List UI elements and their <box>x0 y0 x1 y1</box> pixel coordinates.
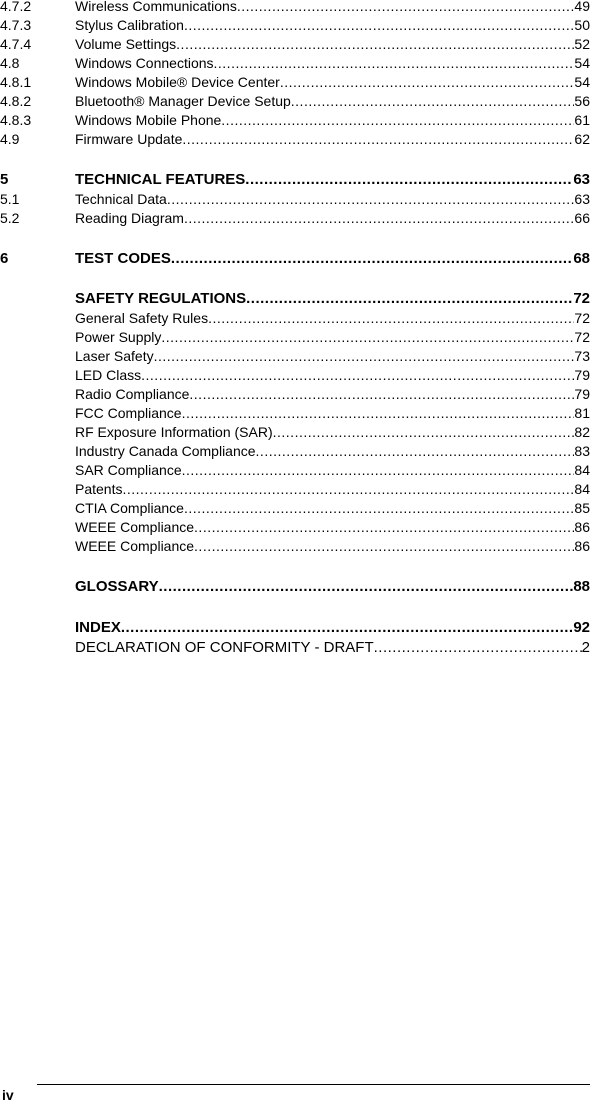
toc-entry-title: Firmware Update <box>75 131 183 147</box>
footer-page-number: iv <box>2 1087 14 1103</box>
toc-leader-dots <box>194 537 574 556</box>
toc-row <box>0 170 590 189</box>
toc-entry-title: Industry Canada Compliance <box>75 443 256 459</box>
toc-page-number: 84 <box>574 481 590 497</box>
toc-page-number: 84 <box>574 462 590 478</box>
toc-entry <box>75 442 590 461</box>
toc-leader-dots <box>159 577 574 596</box>
toc-section-number: 4.7.2 <box>0 0 32 14</box>
toc-section-number: 5.1 <box>0 191 20 207</box>
toc-entry <box>75 499 590 518</box>
toc-entry <box>75 73 590 92</box>
toc-entry-title: GLOSSARY <box>75 578 159 595</box>
toc-entry-title: Reading Diagram <box>75 210 184 226</box>
toc-row <box>0 54 590 73</box>
toc-row <box>0 461 590 480</box>
toc-entry <box>75 328 590 347</box>
toc-entry-title: General Safety Rules <box>75 310 209 326</box>
toc-row <box>0 638 590 657</box>
toc-page-number: 63 <box>573 171 590 188</box>
toc-entry <box>75 16 590 35</box>
toc-entry-title: LED Class <box>75 367 142 383</box>
toc-entry-title: RF Exposure Information (SAR) <box>75 424 273 440</box>
toc-leader-dots <box>245 170 573 189</box>
toc-entry <box>75 480 590 499</box>
toc-entry-title: TECHNICAL FEATURES <box>75 171 246 188</box>
toc-leader-dots <box>214 54 575 73</box>
toc-page-number: 54 <box>574 55 590 71</box>
toc-page-number: 63 <box>574 191 590 207</box>
toc-entry-title: Laser Safety <box>75 348 154 364</box>
toc-entry-title: CTIA Compliance <box>75 500 184 516</box>
toc-row <box>0 423 590 442</box>
toc-entry <box>75 190 590 209</box>
toc-entry <box>75 577 590 596</box>
toc-entry-title: Technical Data <box>75 191 167 207</box>
toc-page-number: 72 <box>574 329 590 345</box>
toc-entry-title: Radio Compliance <box>75 386 190 402</box>
toc-leader-dots <box>154 347 575 366</box>
toc-page-number: 54 <box>574 74 590 90</box>
toc-row <box>0 130 590 149</box>
toc-entry <box>75 170 590 189</box>
toc-entry <box>75 618 590 637</box>
toc-leader-dots <box>237 0 575 16</box>
toc-leader-dots <box>171 249 573 268</box>
toc-entry-title: Volume Settings <box>75 36 177 52</box>
toc-row <box>0 480 590 499</box>
toc-entry <box>75 111 590 130</box>
toc-row <box>0 537 590 556</box>
toc-leader-dots <box>122 480 574 499</box>
toc-leader-dots <box>121 618 573 637</box>
toc-entry <box>75 289 590 308</box>
toc-entry-title: Bluetooth® Manager Device Setup <box>75 93 291 109</box>
toc-row <box>0 209 590 228</box>
toc-leader-dots <box>246 289 573 308</box>
toc-section-number: 4.7.4 <box>0 36 32 52</box>
toc-page-number: 50 <box>574 17 590 33</box>
toc-page-number: 49 <box>574 0 590 14</box>
toc-leader-dots <box>374 638 582 657</box>
toc-entry-title: FCC Compliance <box>75 405 182 421</box>
toc-row <box>0 328 590 347</box>
toc-page-number: 61 <box>574 112 590 128</box>
toc-leader-dots <box>176 35 574 54</box>
toc-entry-title: Wireless Communications <box>75 0 237 14</box>
toc-entry-title: Patents <box>75 481 123 497</box>
toc-leader-dots <box>141 366 574 385</box>
toc-entry <box>75 54 590 73</box>
toc-section-number: 6 <box>0 250 9 267</box>
toc-row <box>0 366 590 385</box>
toc-row <box>0 518 590 537</box>
toc-row <box>0 442 590 461</box>
toc-entry <box>75 638 590 657</box>
toc-section-number: 4.8 <box>0 55 20 71</box>
toc-leader-dots <box>221 111 574 130</box>
toc-entry <box>75 404 590 423</box>
toc-entry <box>75 423 590 442</box>
toc-entry <box>75 130 590 149</box>
toc-entry <box>75 309 590 328</box>
toc-page-number: 66 <box>574 210 590 226</box>
toc-page-number: 86 <box>574 538 590 554</box>
toc-leader-dots <box>256 442 575 461</box>
toc-row <box>0 499 590 518</box>
toc-entry <box>75 209 590 228</box>
toc-entry-title: SAFETY REGULATIONS <box>75 290 247 307</box>
toc-leader-dots <box>184 16 574 35</box>
toc-page-number: 79 <box>574 386 590 402</box>
toc-entry-title: WEEE Compliance <box>75 538 195 554</box>
toc-section-number: 5.2 <box>0 210 20 226</box>
toc-row <box>0 249 590 268</box>
toc-entry-title: WEEE Compliance <box>75 519 195 535</box>
toc-entry <box>75 92 590 111</box>
toc-leader-dots <box>182 404 575 423</box>
toc-section-number: 4.8.1 <box>0 74 32 90</box>
toc-page-number: 62 <box>574 131 590 147</box>
toc-leader-dots <box>273 423 575 442</box>
toc-section-number: 4.8.2 <box>0 93 32 109</box>
toc-row <box>0 347 590 366</box>
toc-row <box>0 0 590 16</box>
toc-entry-title: INDEX <box>75 619 121 636</box>
toc-page-number: 68 <box>573 250 590 267</box>
toc-leader-dots <box>182 130 574 149</box>
toc-entry-title: DECLARATION OF CONFORMITY - DRAFT <box>75 639 374 656</box>
toc-page-number: 72 <box>573 290 590 307</box>
toc-leader-dots <box>184 209 574 228</box>
toc-row <box>0 92 590 111</box>
toc-section-number: 4.7.3 <box>0 17 32 33</box>
toc-leader-dots <box>161 328 574 347</box>
toc-row <box>0 385 590 404</box>
toc-entry-title: Windows Mobile Phone <box>75 112 222 128</box>
toc-page-number: 72 <box>574 310 590 326</box>
toc-row <box>0 618 590 637</box>
toc-page-number: 73 <box>574 348 590 364</box>
footer-rule <box>37 1084 590 1085</box>
toc-page-number: 82 <box>574 424 590 440</box>
toc-row <box>0 289 590 308</box>
toc-page-number: 83 <box>574 443 590 459</box>
toc-leader-dots <box>182 461 575 480</box>
toc-entry <box>75 249 590 268</box>
toc-entry-title: Stylus Calibration <box>75 17 184 33</box>
toc-entry-title: Windows Connections <box>75 55 214 71</box>
toc-row <box>0 190 590 209</box>
toc-page-number: 85 <box>574 500 590 516</box>
toc-leader-dots <box>184 499 574 518</box>
toc-entry <box>75 461 590 480</box>
toc-leader-dots <box>167 190 575 209</box>
toc-entry <box>75 385 590 404</box>
toc-entry <box>75 347 590 366</box>
toc-leader-dots <box>194 518 574 537</box>
toc-entry <box>75 0 590 16</box>
toc-entry <box>75 537 590 556</box>
toc-page-number: 56 <box>574 93 590 109</box>
toc-page-number: 81 <box>574 405 590 421</box>
toc-row <box>0 16 590 35</box>
toc-leader-dots <box>208 309 574 328</box>
toc-page-number: 92 <box>573 619 590 636</box>
toc-entry-title: SAR Compliance <box>75 462 182 478</box>
toc-row <box>0 577 590 596</box>
toc-page-number: 2 <box>581 639 590 656</box>
toc-row <box>0 404 590 423</box>
toc-row <box>0 73 590 92</box>
toc-row <box>0 309 590 328</box>
toc-entry <box>75 518 590 537</box>
toc-section-number: 4.8.3 <box>0 112 32 128</box>
toc-entry-title: TEST CODES <box>75 250 171 267</box>
toc-entry-title: Power Supply <box>75 329 162 345</box>
toc-entry <box>75 35 590 54</box>
toc-page-number: 79 <box>574 367 590 383</box>
toc-row <box>0 35 590 54</box>
toc-leader-dots <box>280 73 575 92</box>
toc-leader-dots <box>189 385 574 404</box>
toc-entry-title: Windows Mobile® Device Center <box>75 74 280 90</box>
toc-row <box>0 111 590 130</box>
toc-entry <box>75 366 590 385</box>
toc-page-number: 88 <box>573 578 590 595</box>
toc-section-number: 4.9 <box>0 131 20 147</box>
toc-section-number: 5 <box>0 171 9 188</box>
toc-leader-dots <box>291 92 575 111</box>
toc-page-number: 52 <box>574 36 590 52</box>
toc-page-number: 86 <box>574 519 590 535</box>
